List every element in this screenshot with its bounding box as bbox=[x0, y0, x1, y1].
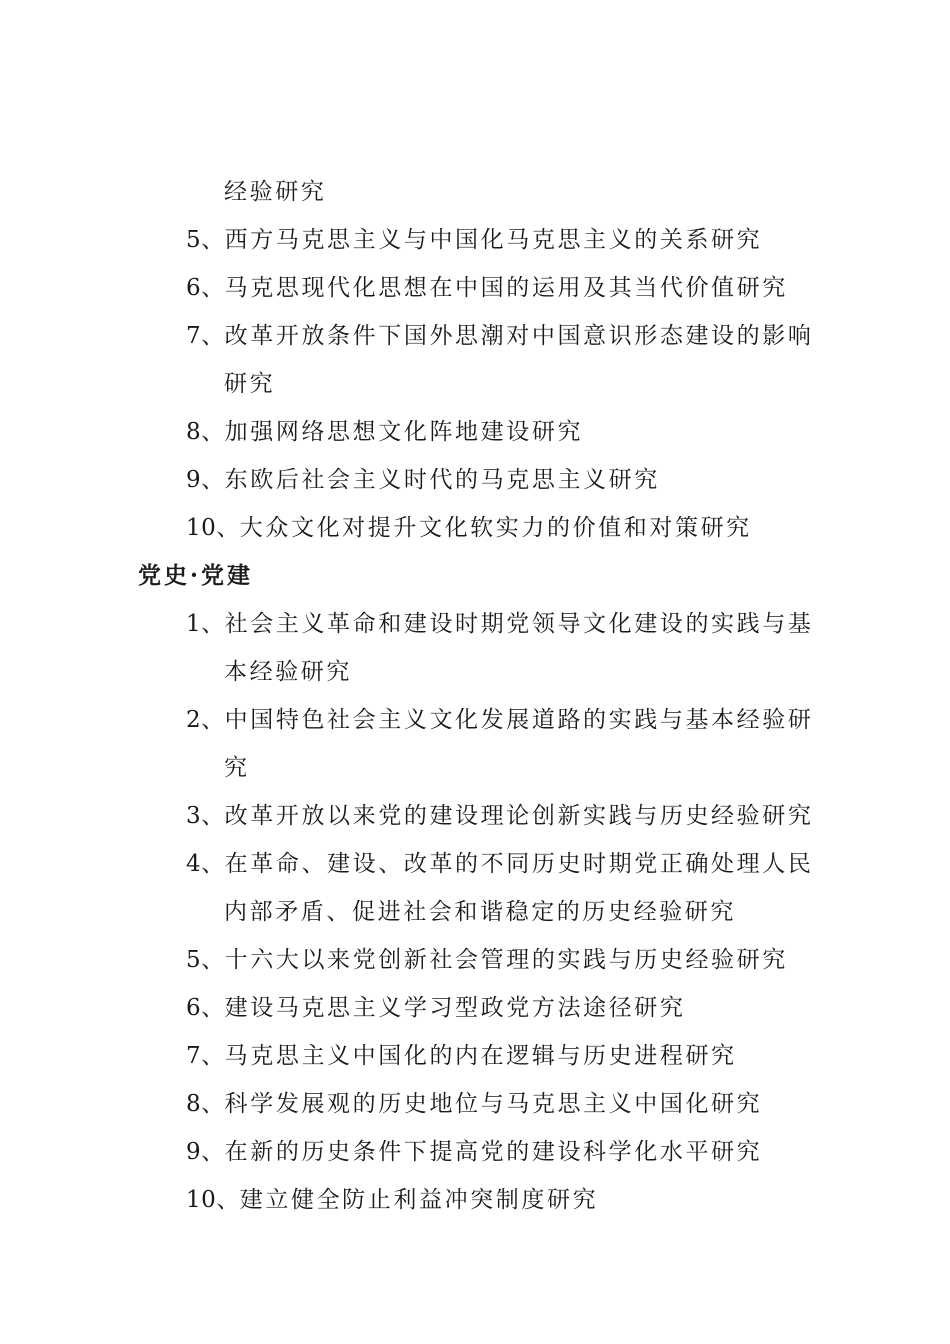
list-item-continuation bbox=[0, 888, 950, 936]
item-number: 5、 bbox=[186, 227, 225, 253]
item-text: 在革命、建设、改革的不同历史时期党正确处理人民 bbox=[224, 851, 814, 877]
section-1-list bbox=[0, 216, 950, 552]
list-item bbox=[0, 600, 950, 648]
list-item bbox=[0, 408, 950, 456]
list-item bbox=[0, 312, 950, 360]
list-item bbox=[0, 1032, 950, 1080]
item-number: 2、 bbox=[186, 707, 225, 733]
list-item-continuation bbox=[0, 648, 950, 696]
section-heading bbox=[0, 552, 950, 600]
item-text: 社会主义革命和建设时期党领导文化建设的实践与基 bbox=[224, 611, 814, 637]
list-item bbox=[0, 840, 950, 888]
section-2-list bbox=[0, 600, 950, 1224]
item-number: 8、 bbox=[186, 1091, 225, 1117]
item-number: 7、 bbox=[186, 1043, 225, 1069]
list-item-continuation bbox=[0, 744, 950, 792]
continuation-text: 经验研究 bbox=[224, 179, 327, 205]
item-number: 6、 bbox=[186, 275, 225, 301]
document-content bbox=[0, 168, 950, 1224]
list-item-continuation bbox=[0, 360, 950, 408]
list-item bbox=[0, 696, 950, 744]
list-item bbox=[0, 1080, 950, 1128]
item-text: 改革开放条件下国外思潮对中国意识形态建设的影响 bbox=[224, 323, 814, 349]
list-item bbox=[0, 504, 950, 552]
section-heading-text: 党史·党建 bbox=[138, 562, 254, 589]
item-text: 马克思主义中国化的内在逻辑与历史进程研究 bbox=[224, 1043, 737, 1069]
item-text: 科学发展观的历史地位与马克思主义中国化研究 bbox=[224, 1091, 763, 1117]
item-text: 改革开放以来党的建设理论创新实践与历史经验研究 bbox=[224, 803, 814, 829]
list-item bbox=[0, 936, 950, 984]
item-text: 究 bbox=[224, 755, 250, 781]
item-number: 6、 bbox=[186, 995, 225, 1021]
item-number: 1、 bbox=[186, 611, 225, 637]
list-item bbox=[0, 456, 950, 504]
item-text: 中国特色社会主义文化发展道路的实践与基本经验研 bbox=[224, 707, 814, 733]
item-number: 9、 bbox=[186, 1139, 225, 1165]
list-item bbox=[0, 1128, 950, 1176]
item-text: 本经验研究 bbox=[224, 659, 352, 685]
item-text: 加强网络思想文化阵地建设研究 bbox=[224, 419, 584, 445]
list-item bbox=[0, 216, 950, 264]
item-number: 10、 bbox=[186, 1187, 240, 1213]
list-item bbox=[0, 984, 950, 1032]
item-text: 西方马克思主义与中国化马克思主义的关系研究 bbox=[224, 227, 763, 253]
list-item bbox=[0, 792, 950, 840]
item-text: 大众文化对提升文化软实力的价值和对策研究 bbox=[239, 515, 752, 541]
item-text: 建立健全防止利益冲突制度研究 bbox=[239, 1187, 599, 1213]
item-number: 10、 bbox=[186, 515, 240, 541]
item-text: 东欧后社会主义时代的马克思主义研究 bbox=[224, 467, 660, 493]
item-text: 内部矛盾、促进社会和谐稳定的历史经验研究 bbox=[224, 899, 736, 925]
item-number: 7、 bbox=[186, 323, 225, 349]
item-text: 建设马克思主义学习型政党方法途径研究 bbox=[224, 995, 686, 1021]
item-text: 在新的历史条件下提高党的建设科学化水平研究 bbox=[224, 1139, 763, 1165]
item-number: 8、 bbox=[186, 419, 225, 445]
item-text: 研究 bbox=[224, 371, 276, 397]
continuation-line bbox=[0, 168, 950, 216]
item-number: 4、 bbox=[186, 851, 225, 877]
item-text: 马克思现代化思想在中国的运用及其当代价值研究 bbox=[224, 275, 788, 301]
item-number: 5、 bbox=[186, 947, 225, 973]
list-item bbox=[0, 1176, 950, 1224]
list-item bbox=[0, 264, 950, 312]
item-number: 9、 bbox=[186, 467, 225, 493]
item-number: 3、 bbox=[186, 803, 225, 829]
item-text: 十六大以来党创新社会管理的实践与历史经验研究 bbox=[224, 947, 788, 973]
